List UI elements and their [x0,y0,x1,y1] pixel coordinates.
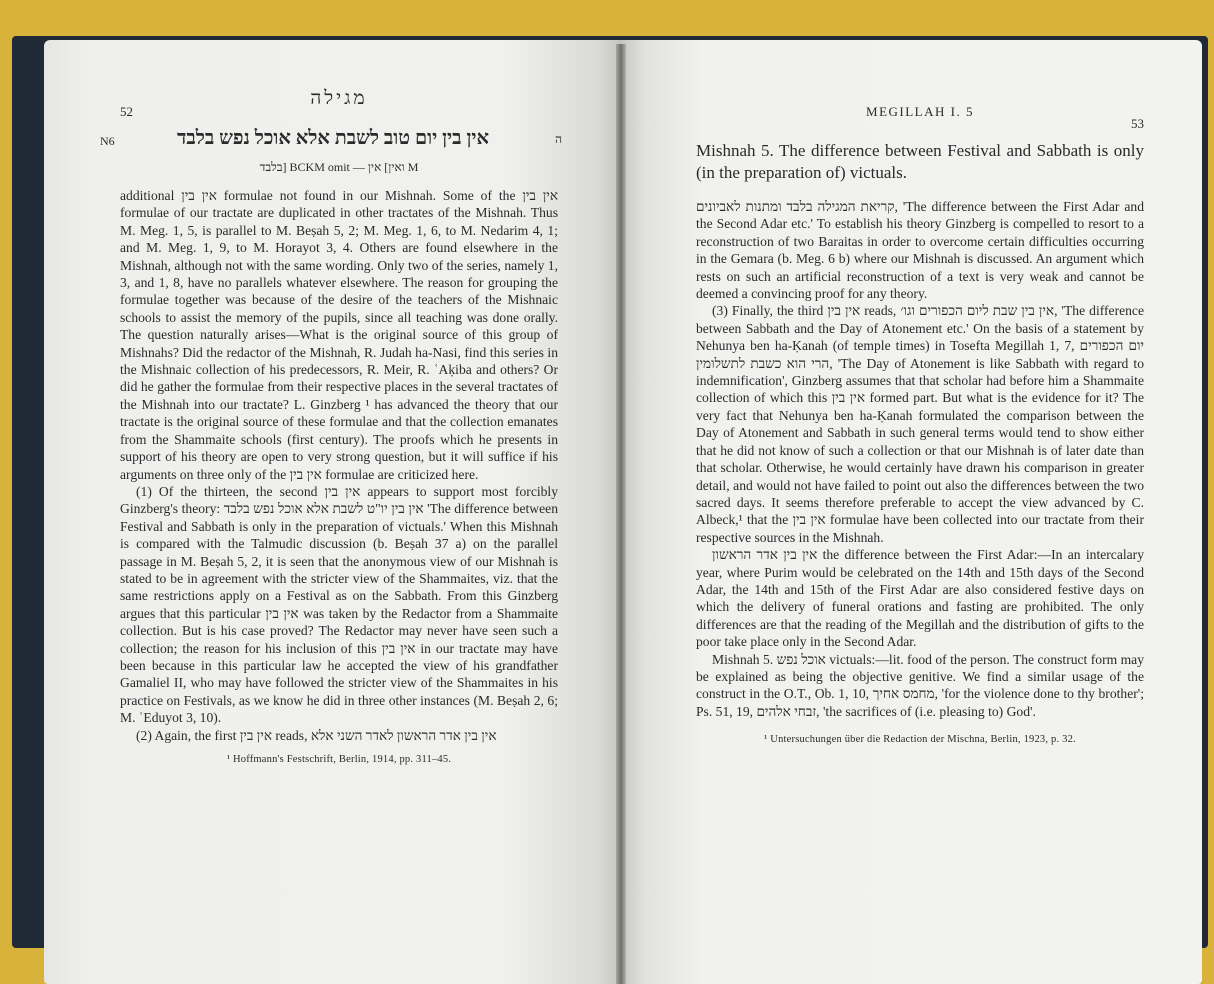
book-cover [12,36,1208,948]
paragraph: (3) Finally, the third אין בין reads, אין בין שבת ליום הכפורים וגו׳, 'The difference between Sabbath and the Day of Atonement etc.' On the basis of a statement by Nehunya ben ha-Ḳanah (of temple times) in Tosefta Megillah 1, 7, יום הכפורים הרי הוא כשבת לתשלומין, 'The Day of Atonement is like Sabbath with regard to indemnification', Ginzberg assumes that that scholar had before him a Shammaite collection of which this אין בין formed part. But what is the evidence for it? The very fact that Nehunya ben ha-Ḳanah formulated the comparison between the Day of Atonement and Sabbath in such general terms would tend to show either that he did not know of such a collection or that our Mishnah is of later date than that scholar. Otherwise, he would certainly have drawn his comparison in greater detail, and would not have failed to point out also the differences between the two sacred days. It seems therefore preferable to accept the view advanced by C. Albeck,¹ that the אין בין formulae have been collected into our tractate from their respective sources in the Mishnah. [696,303,1145,545]
right-footnote: ¹ Untersuchungen über die Redaction der Mischna, Berlin, 1923, p. 32. [764,734,1076,746]
right-body [696,198,1144,720]
left-page-number: 52 [120,104,133,119]
paragraph: (2) Again, the first אין בין reads, אין בין אדר הראשון לאדר השני אלא [136,727,497,743]
right-header [696,104,1144,131]
book-gutter [616,44,626,984]
paragraph: קריאת המגילה בלבד ומתנות לאביונים, 'The difference between the First Adar and the Second Adar etc.' To establish his theory Ginzberg is compelled to resort to a reconstruction of two Baraitas in order to overcome certain difficulties occurring in the Gemara (b. Meg. 6 b) where our Mishnah is discussed. An argument which rests on such an artificial reconstruction of a text is very weak and cannot be deemed a convincing proof for any theory. [696,199,1144,302]
mishnah-heading: Mishnah 5. The difference between Festival and Sabbath is only (in the preparation of) victuals. [696,141,1144,182]
verse-marker: ה [555,132,562,146]
left-header [120,88,558,119]
left-page [44,40,622,984]
right-page [622,40,1202,984]
paragraph: Mishnah 5. אוכל נפש victuals:—lit. food of the person. The construct form may be explained as being the objective genitive. We find a similar usage of the construct in the O.T., Ob. 1, 10, מחמס אחיך, 'for the violence done to thy brother'; Ps. 51, 19, זבחי אלהים, 'the sacrifices of (i.e. pleasing to) God'. [696,651,1144,719]
verse-line [100,128,562,158]
paragraph: (1) Of the thirteen, the second אין בין appears to support most forcibly Ginzberg's theory: אין בין יו"ט לשבת אלא אוכל נפש בלבד 'The difference between Festival and Sabbath is only in the preparation of victuals.' When this Mishnah is compared with the Talmudic discussion (b. Beṣah 37 a) on the parallel passage in M. Beṣah 5, 2, it is seen that the anonymous view of our Mishnah is stated to be in agreement with the stricter view of the Shammaites, viz. that the same restrictions apply on a Festival as on the Sabbath. From this Ginzberg argues that this particular אין בין was taken by the Redactor from a Shammaite collection. But is his case proved? The Redactor may never have seen such a collection; the reason for his inclusion of this אין בין in our tractate may have been because in this particular law he accepted the view of his grandfather Gamaliel II, who may have followed the stricter view of the Shammaites in his practice on Festivals, as we know he did in three other instances (M. Beṣah 2, 6; M. ʿEduyot 3, 10). [120,483,559,726]
paragraph: אין בין אדר הראשון the difference between the First Adar:—In an intercalary year, where Purim would be celebrated on the 14th and 15th days of the Second Adar, the 14th and 15th of the First Adar are also considered festive days on which the delivery of funeral orations and fasting are prohibited. The only differences are that the reading of the Megillah and the distribution of gifts to the poor take place only in the Second Adar. [696,547,1144,650]
left-body [120,187,558,744]
paragraph: additional אין בין formulae not found in our Mishnah. Some of the אין בין formulae of our tractate are duplicated in other tractates of the Mishnah. Thus M. Meg. 1, 5, is parallel to M. Beṣah 5, 2; M. Meg. 1, 6, to M. Nedarim 4, 1; and M. Meg. 1, 9, to M. Horayot 3, 4. Others are found elsewhere in the Mishnah, although not with the same wording. Only two of the series, namely 1, 3, and 1, 8, have no parallels whatever elsewhere. The reason for grouping the formulae together was because of the desire of the teachers of the Mishnaic schools to assist the memory of the pupils, since all teaching was done orally. The question naturally arises—What is the original source of this group of Mishnahs? Did the redactor of the Mishnah, R. Judah ha-Nasi, find this series in the Mishnaic collection of his predecessors, R. Meir, R. ʿAḳiba and others? Or did he gather the formulae from their respective places in the several tractates of the Mishnah into our tractate? L. Ginzberg ¹ has advanced the theory that our tractate is the original source of these formulae and that the collection emanates from the Shammaite schools (first century). The proofs which he presents in support of his theory are open to very strong question, but it will suffice if his arguments on three only of the אין בין formulae are criticized here. [120,188,559,482]
verse-ref: N6 [100,134,115,148]
right-running-head: MEGILLAH I. 5 [866,104,974,119]
left-footnote: ¹ Hoffmann's Festschrift, Berlin, 1914, pp. 311–45. [226,754,452,765]
left-running-head: מגילה [310,88,368,109]
right-page-number: 53 [1131,116,1144,131]
verse-text: אין בין יום טוב לשבת אלא אוכל נפש בלבד [176,128,490,149]
variant-note: M ואין] אין — BCKM omit [בלבד [259,160,419,174]
